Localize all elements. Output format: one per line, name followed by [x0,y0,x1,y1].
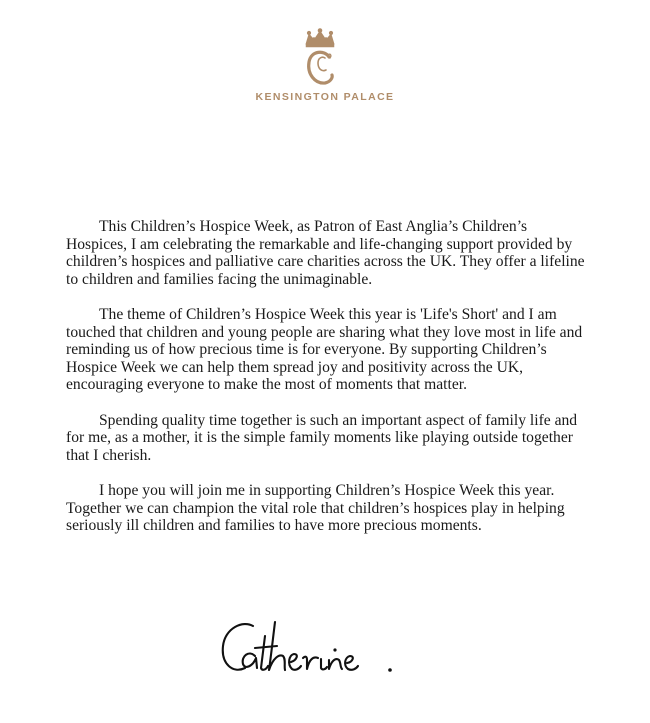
paragraph-3: Spending quality time together is such an important aspect of family life and for me, as a mother, it is the simple family moments like playing outside together that I cherish. [66,411,578,464]
handwritten-signature [215,612,415,682]
letter-body [66,218,590,552]
paragraph-2: The theme of Children’s Hospice Week this year is 'Life's Short' and I am touched that children and young people are sharing what they love most in life and reminding us of how precious time is for everyone. By supporting Children’s Hospice Week we can help them spread joy and positivity across the UK, encouraging everyone to make the most of moments that matter. [66,305,583,394]
crowned-c-monogram-icon [295,28,345,90]
paragraph-4: I hope you will join me in supporting Children’s Hospice Week this year. Together we can champion the vital role that children’s hospices play in helping seriously ill children and families to have more precious moments. [66,481,565,535]
paragraph-1: This Children’s Hospice Week, as Patron of East Anglia’s Children’s Hospices, I am celebrating the remarkable and life-changing support provided by children’s hospices and palliative care charities across the UK. They offer a lifeline to children and families facing the unimaginable. [66,218,585,288]
letterhead-title: KENSINGTON PALACE [255,91,395,103]
